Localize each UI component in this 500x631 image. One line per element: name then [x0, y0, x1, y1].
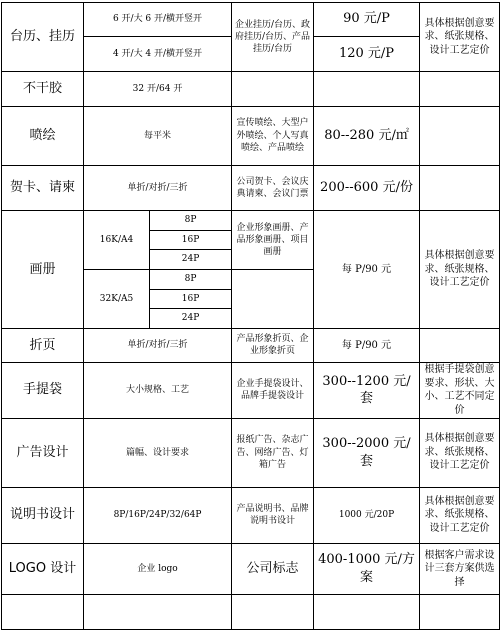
- spec-cell: 6 开/大 6 开/横开竖开: [84, 3, 232, 37]
- note-cell: 具体根据创意要求、纸张规格、设计工艺定价: [420, 487, 500, 543]
- spec-cell: 单折/对折/三折: [84, 329, 232, 363]
- empty-cell: [232, 595, 314, 630]
- table-row: [2, 211, 500, 230]
- category-cell: 不干胶: [2, 72, 84, 107]
- note-cell: 根据客户需求设计三套方案供选择: [420, 543, 500, 595]
- usage-cell: 报纸广告、杂志广告、网络广告、灯箱广告: [232, 418, 314, 487]
- usage-cell: 公司标志: [232, 543, 314, 595]
- price-table: [1, 2, 500, 630]
- table-row: [2, 3, 500, 37]
- table-row: [2, 418, 500, 487]
- category-cell: 台历、挂历: [2, 3, 84, 72]
- usage-cell: 产品形象折页、企业形象折页: [232, 329, 314, 363]
- usage-cell: [232, 270, 314, 329]
- category-cell: 贺卡、请柬: [2, 165, 84, 211]
- category-cell: LOGO 设计: [2, 543, 84, 595]
- spec-cell: 每平米: [84, 106, 232, 165]
- price-cell: 1000 元/20P: [314, 487, 420, 543]
- spec-cell: 32 开/64 开: [84, 72, 232, 107]
- price-cell: 300--1200 元/套: [314, 362, 420, 418]
- table-row: [2, 543, 500, 595]
- category-cell: 折页: [2, 329, 84, 363]
- price-cell: [314, 72, 420, 107]
- usage-cell: 公司贺卡、会议庆典请柬、会议门票: [232, 165, 314, 211]
- price-cell: 每 P/90 元: [314, 329, 420, 363]
- usage-cell: 产品说明书、品牌说明书设计: [232, 487, 314, 543]
- category-cell: 广告设计: [2, 418, 84, 487]
- size-cell: 16K/A4: [84, 211, 150, 270]
- usage-cell: 企业挂历/台历、政府挂历/台历、产品挂历/台历: [232, 3, 314, 72]
- usage-cell: [232, 72, 314, 107]
- table-row: [2, 362, 500, 418]
- category-cell: 说明书设计: [2, 487, 84, 543]
- note-cell: 具体根据创意要求、纸张规格、设计工艺定价: [420, 418, 500, 487]
- table-row: [2, 165, 500, 211]
- price-cell: 120 元/P: [314, 36, 420, 72]
- note-cell: [420, 165, 500, 211]
- price-cell: 200--600 元/份: [314, 165, 420, 211]
- pages-cell: 16P: [150, 289, 232, 308]
- empty-cell: [314, 595, 420, 630]
- spec-cell: 8P/16P/24P/32/64P: [84, 487, 232, 543]
- usage-cell: 企业形象画册、产品形象画册、项目画册: [232, 211, 314, 270]
- table-row: [2, 487, 500, 543]
- table-row: [2, 72, 500, 107]
- note-cell: 具体根据创意要求、纸张规格、设计工艺定价: [420, 3, 500, 72]
- price-cell: 400-1000 元/方案: [314, 543, 420, 595]
- category-cell: 喷绘: [2, 106, 84, 165]
- size-cell: 32K/A5: [84, 270, 150, 329]
- category-cell: 手提袋: [2, 362, 84, 418]
- note-cell: 具体根据创意要求、纸张规格、设计工艺定价: [420, 211, 500, 329]
- table-row: [2, 595, 500, 630]
- pages-cell: 24P: [150, 308, 232, 328]
- table-row: [2, 106, 500, 165]
- table-row: [2, 329, 500, 363]
- note-cell: [420, 72, 500, 107]
- note-cell: [420, 329, 500, 363]
- usage-cell: 企业手提袋设计、品牌手提袋设计: [232, 362, 314, 418]
- spec-cell: 大小规格、工艺: [84, 362, 232, 418]
- note-cell: 根据手提袋创意要求、形状、大小、工艺不同定价: [420, 362, 500, 418]
- pages-cell: 8P: [150, 270, 232, 289]
- usage-cell: 宣传喷绘、大型户外喷绘、个人写真喷绘、产品喷绘: [232, 106, 314, 165]
- pages-cell: 8P: [150, 211, 232, 230]
- price-cell: 90 元/P: [314, 3, 420, 37]
- spec-cell: 企业 logo: [84, 543, 232, 595]
- spec-cell: 篇幅、设计要求: [84, 418, 232, 487]
- note-cell: [420, 106, 500, 165]
- empty-cell: [420, 595, 500, 630]
- spec-cell: 4 开/大 4 开/横开竖开: [84, 36, 232, 72]
- price-cell: 80--280 元/㎡: [314, 106, 420, 165]
- pages-cell: 16P: [150, 230, 232, 249]
- empty-cell: [2, 595, 84, 630]
- spec-cell: 单折/对折/三折: [84, 165, 232, 211]
- empty-cell: [84, 595, 232, 630]
- pages-cell: 24P: [150, 249, 232, 269]
- price-cell: 每 P/90 元: [314, 211, 420, 329]
- price-cell: 300--2000 元/套: [314, 418, 420, 487]
- category-cell: 画册: [2, 211, 84, 329]
